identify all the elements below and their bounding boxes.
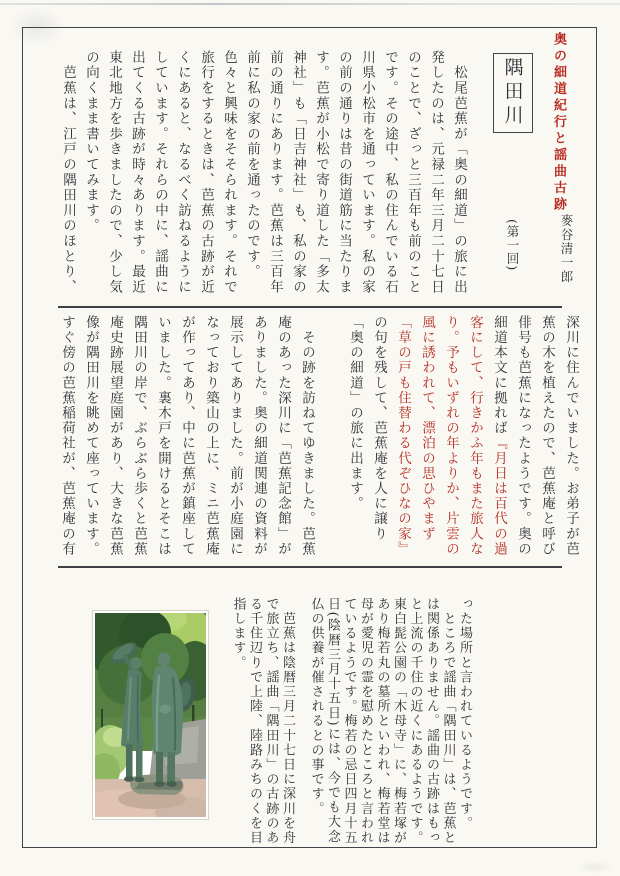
installment-label: (第一回) <box>505 219 520 272</box>
paragraph-2: 芭蕉は、江戸の隅田川のほとり、 <box>60 50 76 295</box>
series-title: 奥の細道紀行と謡曲古跡 <box>551 32 566 214</box>
paragraph-1-tail: の句を残して、芭蕉庵を人に譲り「奥の細道」の旅に出ます。 <box>347 315 387 542</box>
article-title-box <box>493 53 533 133</box>
paragraph-1-lead: 深川に住んでいました。お弟子が芭蕉の木を植えたので、芭蕉庵と呼び俳号も芭蕉になったようです。奥の細道本文に拠れば <box>491 315 579 557</box>
statue-photo-illustration <box>95 613 206 817</box>
paragraph-1: 松尾芭蕉が「奥の細道」の旅に出発したのは、元禄二年三月二十七日のことで、ざっと三百年も前のことです。その途中、私の住んでいる石川県小松市を通っています。私の家の前の通りは昔の街道筋に当たります。芭蕉が小松で寄り道した「多太神社」も「日吉神社」も、私の家の前の通りにあります。芭蕉は三百年前に私の家の前を通ったのです。色々と興味をそそられます。それで旅行をするときは、芭蕉の古跡が近くにあると、なるべく訪ねるようにしています。それらの中に、謡曲に出てくる古跡が時々あります。最近東北地方を歩きましたので、少し気の向くまま書いてみます。 <box>83 50 467 295</box>
text-block-fukagawa <box>52 315 583 565</box>
paragraph-3: 芭蕉は陰暦三月二十七日に深川を舟で旅立ち、謡曲「隅田川」の古跡のある千住辺りで上陸、陸路みちのくを目指します。 <box>230 597 295 846</box>
paragraph-2: その跡を訪ねてゆきました。芭蕉庵のあった深川に「芭蕉記念館」がありました。奥の細道関連の資料が展示してありました。前が小庭園になっており築山の上に、ミニ芭蕉庵が作ってあり、中に芭蕉が鎮座していました。裏木戸を開けるとそこは隅田川の岸で、ぶらぶら歩くと芭蕉庵史跡展望庭園があり、大きな芭蕉像が隅田川を眺めて座っています。すぐ傍の芭蕉稲荷社が、芭蕉庵の有 <box>59 315 315 557</box>
text-block-sumidagawa <box>214 597 472 847</box>
scan-edge-artifact <box>0 3 620 5</box>
paragraph-1 <box>343 315 583 565</box>
author-name: 麥谷清一郎 <box>559 214 574 284</box>
paragraph-2: ところで謡曲「隅田川」は、芭蕉とは関係ありません。謡曲の古跡はもっと上流の千住の近くにあるようです。東白髭公園の「木母寺」に、梅若塚があり梅若丸の墓所といわれ、梅若堂は母が愛児の霊を慰めたところと言われているようです。梅若の忌日四月十五日(陰暦三月十五日)には、今でも大念仏の供養が催されるとの事です。 <box>308 597 456 846</box>
separator-line-2 <box>58 566 562 568</box>
separator-line-1 <box>58 306 562 308</box>
basho-statue-photo <box>92 610 209 820</box>
article-title: 隅田川 <box>501 57 524 129</box>
paragraph-1: った場所と言われているようです。 <box>457 597 472 831</box>
oku-no-hosomichi-quote: 『月日は百代の過客にして、行きかふ年もまた旅人なり。予もいずれの年よりか、片雲の風に誘われて、漂泊の思ひやまず「草の戸も住替わる代ぞひなの家』 <box>395 315 507 557</box>
text-block-intro <box>56 50 470 304</box>
